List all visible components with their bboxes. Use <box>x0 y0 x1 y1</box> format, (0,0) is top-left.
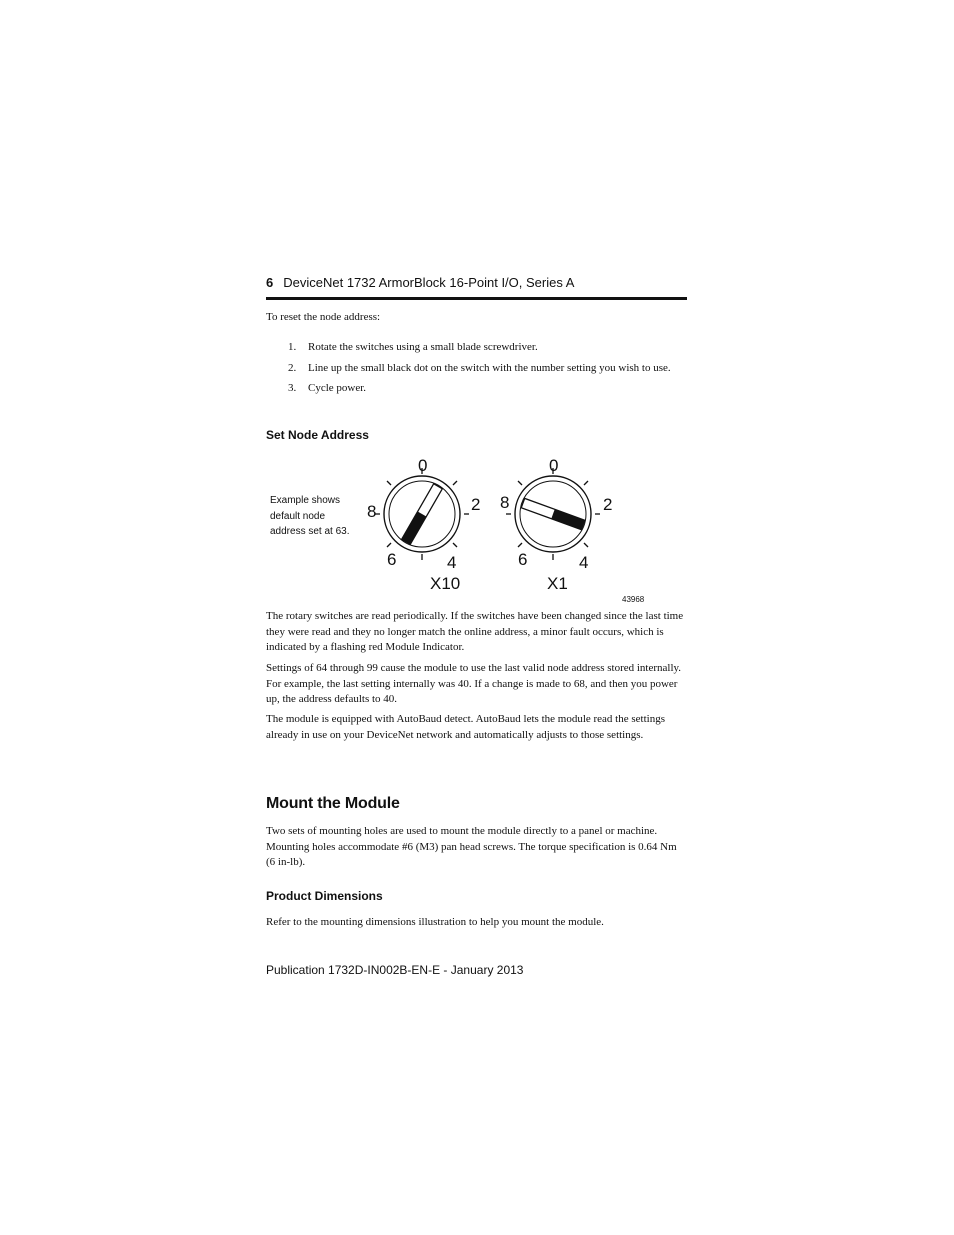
section-heading-mount-module: Mount the Module <box>266 795 400 812</box>
paragraph: Refer to the mounting dimensions illustration to help you mount the module. <box>266 916 604 928</box>
switch-mark: 4 <box>579 553 589 572</box>
list-item <box>266 381 687 397</box>
header-title: DeviceNet 1732 ArmorBlock 16-Point I/O, Series A <box>283 275 575 290</box>
header-rule <box>266 297 687 300</box>
step-text: Cycle power. <box>308 382 367 394</box>
switch-pointer <box>521 498 585 529</box>
paragraph: Two sets of mounting holes are used to mount the module directly to a panel or machine. Mounting holes accommodate #6 (M3) pan head screws. The torque specification is 0.64 Nm (6 in-lb). <box>266 825 677 868</box>
rotary-switch-diagram <box>266 452 687 607</box>
running-header <box>266 275 687 290</box>
switch-pointer <box>402 484 443 544</box>
step-text: Rotate the switches using a small blade screwdriver. <box>308 341 538 353</box>
switch-mark: 0 <box>418 456 428 475</box>
switch-label-x1: X1 <box>547 574 568 593</box>
document-page <box>266 0 687 1235</box>
switch-mark: 4 <box>447 553 457 572</box>
publication-footer: Publication 1732D-IN002B-EN-E - January 2013 <box>266 963 524 977</box>
list-item <box>266 361 687 377</box>
switch-x1 <box>500 456 612 593</box>
switch-mark: 8 <box>367 502 377 521</box>
paragraph: Settings of 64 through 99 cause the module to use the last valid node address stored internally. For example, the last setting internally was 40. If a change is made to 68, and then you power up, the address defaults to 40. <box>266 662 682 705</box>
section-heading-set-node-address: Set Node Address <box>266 428 369 442</box>
list-item <box>266 340 687 356</box>
step-number: 1. <box>288 341 297 353</box>
switch-mark: 6 <box>387 550 397 569</box>
step-number: 3. <box>288 382 297 394</box>
caption-line: address set at 63. <box>270 526 350 537</box>
page-number: 6 <box>266 275 274 290</box>
figure-id: 43968 <box>622 595 645 604</box>
caption-line: Example shows <box>270 495 341 506</box>
switch-mark: 2 <box>471 495 481 514</box>
rotary-switch-figure <box>266 452 687 607</box>
switch-x10 <box>367 456 480 593</box>
step-number: 2. <box>288 361 297 374</box>
paragraph: The module is equipped with AutoBaud detect. AutoBaud lets the module read the settings already in use on your DeviceNet network and automatically adjusts to those settings. <box>266 713 665 741</box>
steps-list <box>266 340 687 402</box>
intro-text: To reset the node address: <box>266 311 381 323</box>
step-text: Line up the small black dot on the switch with the number setting you wish to use. <box>308 361 671 374</box>
caption-line: default node <box>270 511 326 522</box>
switch-mark: 6 <box>518 550 528 569</box>
switch-label-x10: X10 <box>430 574 461 593</box>
paragraph: The rotary switches are read periodically. If the switches have been changed since the last time they were read and they no longer match the online address, a minor fault occurs, which is indicated by a flashing red Module Indicator. <box>266 610 684 653</box>
switch-mark: 2 <box>603 495 613 514</box>
switch-mark: 8 <box>500 493 510 512</box>
section-heading-product-dimensions: Product Dimensions <box>266 889 383 903</box>
switch-mark: 0 <box>549 456 559 475</box>
